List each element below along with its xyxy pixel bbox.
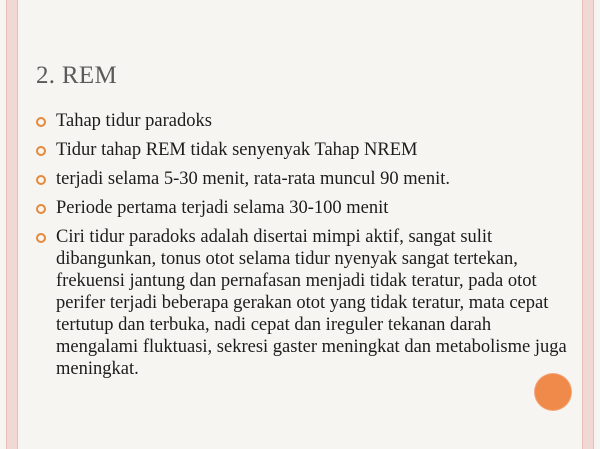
circle-bullet-icon xyxy=(36,146,46,156)
bullet-text: Tahap tidur paradoks xyxy=(56,111,212,131)
circle-bullet-icon xyxy=(36,117,46,127)
orange-circle-decoration xyxy=(535,374,571,410)
bullet-item xyxy=(34,168,574,190)
circle-bullet-icon xyxy=(36,175,46,185)
bullet-item xyxy=(34,226,574,380)
bullet-text: Tidur tahap REM tidak senyenyak Tahap NREM xyxy=(56,140,418,160)
bullet-item xyxy=(34,139,574,161)
bullet-text: Periode pertama terjadi selama 30-100 menit xyxy=(56,198,389,218)
bullet-text: terjadi selama 5-30 menit, rata-rata muncul 90 menit. xyxy=(56,169,451,189)
left-decorative-border xyxy=(6,0,18,449)
slide-title: 2. REM xyxy=(36,62,117,89)
bullet-item xyxy=(34,110,574,132)
right-decorative-border xyxy=(582,0,594,449)
circle-bullet-icon xyxy=(36,204,46,214)
circle-bullet-icon xyxy=(36,233,46,243)
bullet-item xyxy=(34,197,574,219)
bullet-text: Ciri tidur paradoks adalah disertai mimpi aktif, sangat sulit dibangunkan, tonus otot selama tidur nyenyak sangat tertekan, frekuensi jantung dan pernafasan menjadi tidak teratur, pada otot perifer terjadi beberapa gerakan otot yang tidak teratur, mata cepat tertutup dan terbuka, nadi cepat dan ireguler tekanan darah mengalami fluktuasi, sekresi gaster meningkat dan metabolisme juga meningkat. xyxy=(56,227,567,379)
bullet-list xyxy=(34,110,574,387)
